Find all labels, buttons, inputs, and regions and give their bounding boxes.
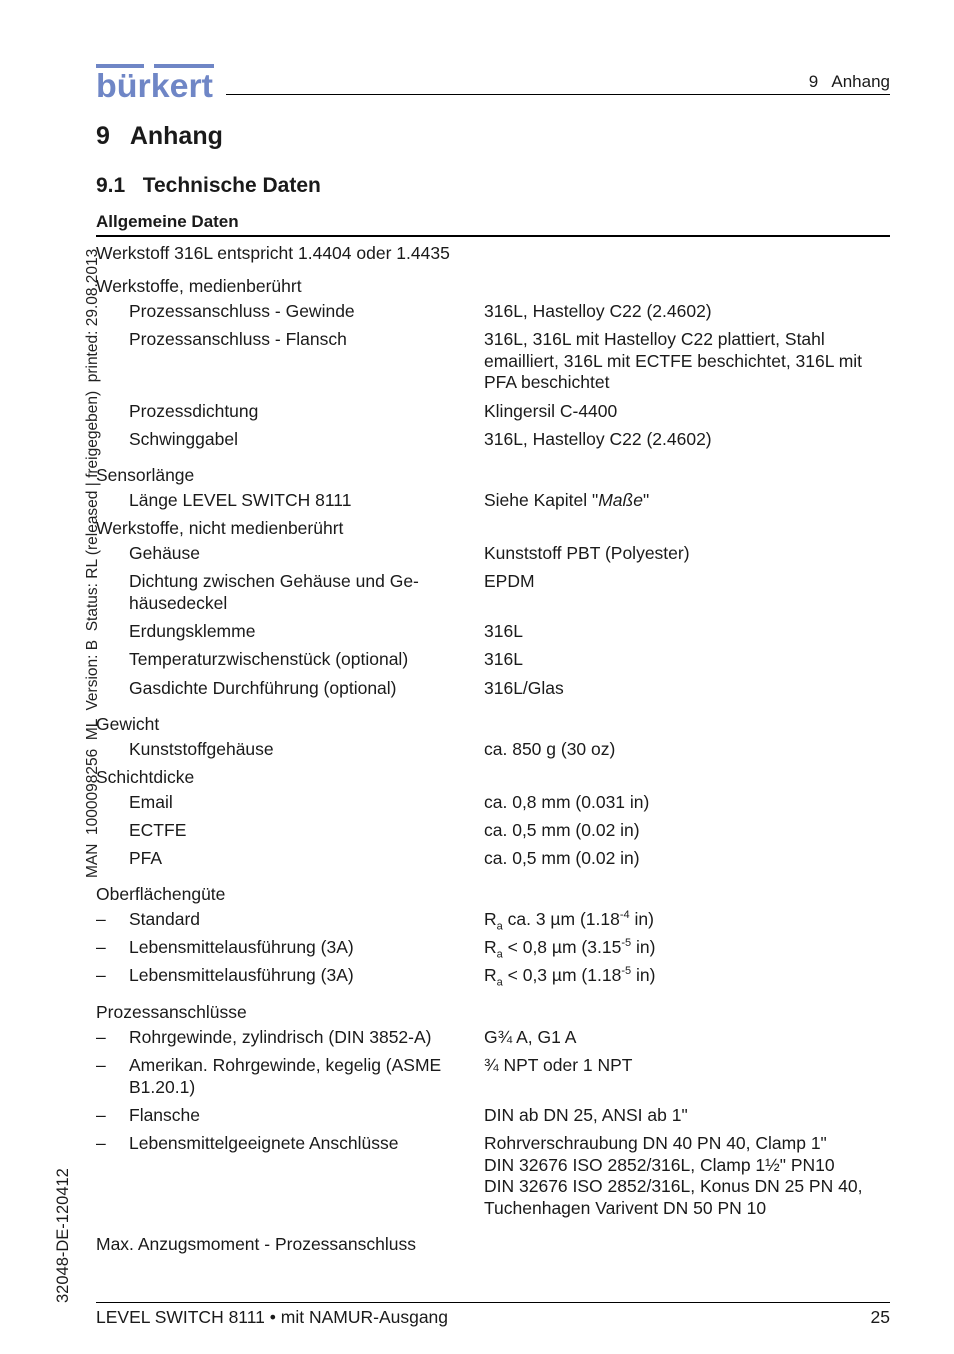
spec-label: Flansche xyxy=(129,1105,201,1125)
value-part-sym: R xyxy=(484,965,497,985)
group-label: Werkstoffe, nicht medienberührt xyxy=(96,518,344,538)
group-label: Sensorlänge xyxy=(96,465,195,485)
spec-value xyxy=(484,965,890,987)
spec-value xyxy=(484,490,890,512)
spec-label: Rohrgewinde, zylindrisch (DIN 3852-A) xyxy=(129,1027,432,1047)
value-part-pre: < 0,8 µm (3.15 xyxy=(502,937,622,957)
section-title: 9.1 Technische Daten xyxy=(96,174,321,197)
value-part-sub: a xyxy=(496,948,503,961)
spec-label: Temperaturzwischenstück (optional) xyxy=(129,649,409,669)
spec-label: Prozessdichtung xyxy=(129,401,259,421)
spec-value: G¾ A, G1 A xyxy=(484,1027,577,1047)
spec-value: 316L, Hastelloy C22 (2.4602) xyxy=(484,429,712,449)
spec-group-heading xyxy=(96,884,890,906)
value-part-pre: < 0,3 µm (1.18 xyxy=(502,965,622,985)
spec-label: Länge LEVEL SWITCH 8111 xyxy=(129,490,352,510)
list-dash: – xyxy=(96,1055,106,1075)
group-label: Prozessanschlüsse xyxy=(96,1002,247,1022)
spec-label: ECTFE xyxy=(129,820,187,840)
value-part-sym: R xyxy=(484,937,497,957)
page-number: 25 xyxy=(870,1307,890,1327)
spec-label: Amerikan. Rohrgewinde, kegelig (ASME B1.20.1) xyxy=(129,1055,442,1097)
group-label: Werkstoff 316L entspricht 1.4404 oder 1.4435 xyxy=(96,243,450,263)
spec-label: Prozessanschluss - Gewinde xyxy=(129,301,355,321)
spec-label: Email xyxy=(129,792,173,812)
spec-value: 316L, Hastelloy C22 (2.4602) xyxy=(484,301,712,321)
spec-group-heading xyxy=(96,714,890,736)
spec-label: Lebensmittelausführung (3A) xyxy=(129,937,354,957)
header-rule xyxy=(226,94,890,95)
spec-value xyxy=(484,909,890,931)
spec-value: ca. 0,8 mm (0.031 in) xyxy=(484,792,650,812)
spec-value xyxy=(484,937,890,959)
value-part-sup: -5 xyxy=(621,937,632,950)
spec-label: Gasdichte Durchführung (optional) xyxy=(129,678,397,698)
value-part-post: in) xyxy=(631,965,656,985)
spec-value: ca. 0,5 mm (0.02 in) xyxy=(484,820,640,840)
spec-value: ¾ NPT oder 1 NPT xyxy=(484,1055,633,1075)
spec-label: Lebensmittelgeeignete Anschlüsse xyxy=(129,1133,399,1153)
value-part-sup: -5 xyxy=(621,965,632,978)
spec-value: 316L, 316L mit Hastelloy C22 plattiert, Stahl emailliert, 316L mit ECTFE beschichtet, 316L mit PFA beschichtet xyxy=(484,329,863,392)
value-part-sup: -4 xyxy=(619,909,630,922)
document-code: 32048-DE-120412 xyxy=(54,1168,72,1303)
list-dash: – xyxy=(96,909,106,929)
value-part-post: in) xyxy=(629,909,654,929)
list-dash: – xyxy=(96,1027,106,1047)
spec-group-heading xyxy=(96,1002,890,1024)
spec-label: Dichtung zwischen Gehäuse und Ge-häusedeckel xyxy=(129,571,419,613)
value-text: Siehe Kapitel " xyxy=(484,490,599,510)
spec-label: Lebensmittelausführung (3A) xyxy=(129,965,354,985)
group-label: Max. Anzugsmoment - Prozessanschluss xyxy=(96,1234,416,1254)
spec-value: ca. 850 g (30 oz) xyxy=(484,739,616,759)
footer-product: LEVEL SWITCH 8111 • mit NAMUR-Ausgang xyxy=(96,1307,449,1327)
group-label: Gewicht xyxy=(96,714,160,734)
chapter-title: 9 Anhang xyxy=(96,122,223,150)
list-dash: – xyxy=(96,965,106,985)
spec-value: 316L xyxy=(484,621,523,641)
list-dash: – xyxy=(96,937,106,957)
spec-value: 316L xyxy=(484,649,523,669)
table-caption: Allgemeine Daten xyxy=(96,212,239,231)
list-dash: – xyxy=(96,1133,106,1153)
burkert-logo xyxy=(96,64,214,100)
value-part-sub: a xyxy=(496,976,503,989)
spec-group-heading xyxy=(96,767,890,789)
spec-label: Standard xyxy=(129,909,201,929)
spec-value: Klingersil C-4400 xyxy=(484,401,618,421)
spec-label: PFA xyxy=(129,848,163,868)
value-part-post: in) xyxy=(631,937,656,957)
value-part-sym: R xyxy=(484,909,497,929)
spec-value: Kunststoff PBT (Polyester) xyxy=(484,543,690,563)
spec-value: EPDM xyxy=(484,571,535,591)
spec-group-heading xyxy=(96,276,890,298)
spec-label: Kunststoffgehäuse xyxy=(129,739,274,759)
spec-value: 316L/Glas xyxy=(484,678,564,698)
value-emphasis: Maße xyxy=(598,490,643,510)
spec-value: ca. 0,5 mm (0.02 in) xyxy=(484,848,640,868)
value-text-after: " xyxy=(642,490,650,510)
caption-rule xyxy=(96,235,890,237)
side-metadata: MAN 1000098256 ML Version: B Status: RL (released | freigegeben) printed: 29.08.2013 xyxy=(84,248,101,878)
spec-group-heading xyxy=(96,243,890,265)
spec-group-heading xyxy=(96,518,890,540)
group-label: Schichtdicke xyxy=(96,767,195,787)
spec-label: Prozessanschluss - Flansch xyxy=(129,329,347,349)
value-part-pre: ca. 3 µm (1.18 xyxy=(502,909,620,929)
list-dash: – xyxy=(96,1105,106,1125)
spec-value: DIN ab DN 25, ANSI ab 1" xyxy=(484,1105,688,1125)
spec-group-heading xyxy=(96,465,890,487)
footer-rule xyxy=(96,1302,890,1303)
spec-label: Erdungsklemme xyxy=(129,621,256,641)
spec-value: Rohrverschraubung DN 40 PN 40, Clamp 1" DIN 32676 ISO 2852/316L, Clamp 1½" PN10 DIN 32676 ISO 2852/316L, Konus DN 25 PN 40, Tuchenhagen Varivent DN 50 PN 10 xyxy=(484,1133,863,1218)
spec-group-heading xyxy=(96,1234,890,1256)
spec-label: Gehäuse xyxy=(129,543,201,563)
header-chapter: 9 Anhang xyxy=(808,72,890,91)
logo-text: bürkert xyxy=(96,67,214,100)
group-label: Werkstoffe, medienberührt xyxy=(96,276,302,296)
value-part-sub: a xyxy=(496,920,503,933)
spec-label: Schwinggabel xyxy=(129,429,238,449)
group-label: Oberflächengüte xyxy=(96,884,226,904)
